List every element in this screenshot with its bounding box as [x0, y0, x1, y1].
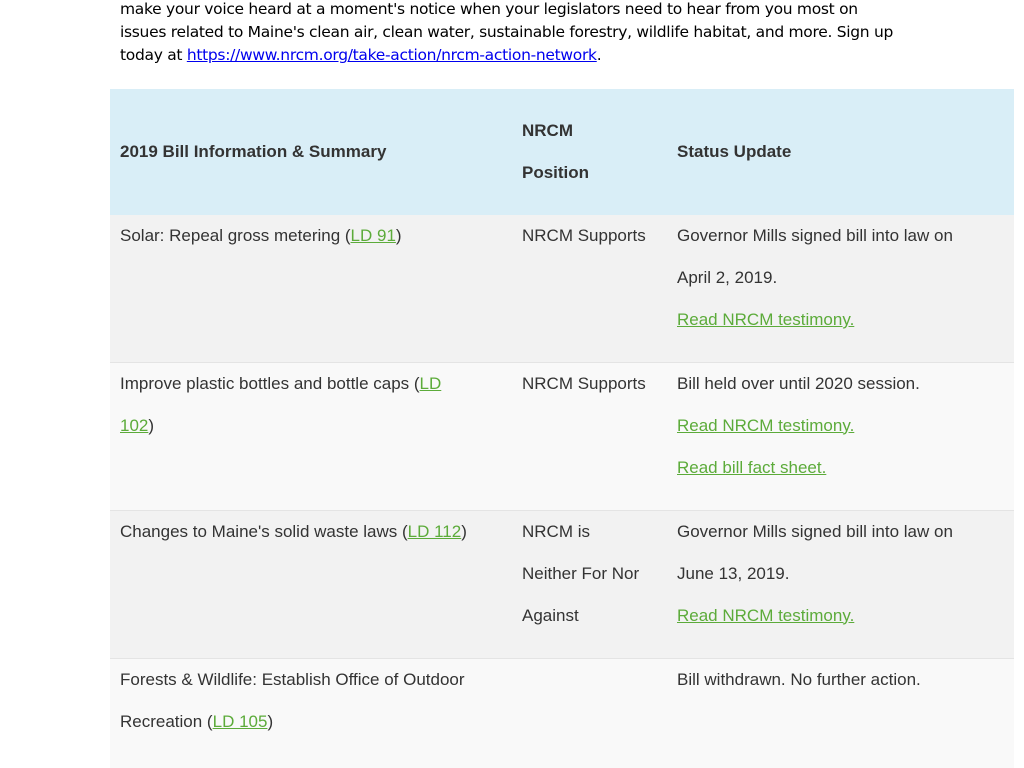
testimony-link[interactable]: Read NRCM testimony.	[677, 310, 855, 329]
position-cell	[512, 510, 667, 658]
fact-sheet-link[interactable]: Read bill fact sheet.	[677, 457, 827, 477]
bill-link-ld105[interactable]: LD 105	[212, 711, 268, 731]
table-row	[110, 658, 1014, 768]
bill-prefix: Recreation (	[120, 711, 213, 731]
status-cell	[667, 362, 1014, 510]
intro-paragraph	[120, 0, 920, 67]
header-position	[512, 89, 667, 215]
position-line-2: Neither For Nor	[522, 563, 640, 583]
header-position-line-1: NRCM	[522, 121, 573, 140]
bill-prefix: Changes to Maine's solid waste laws (	[120, 521, 408, 541]
table-row	[110, 215, 1014, 362]
table-row	[110, 510, 1014, 658]
intro-line-3-prefix: today at	[120, 46, 187, 64]
status-text-line-1: Governor Mills signed bill into law on	[677, 521, 953, 541]
position-cell	[512, 658, 667, 768]
bill-suffix: )	[267, 711, 274, 731]
position-cell: NRCM Supports	[522, 226, 646, 245]
bill-suffix: )	[461, 521, 467, 541]
bill-suffix: )	[148, 415, 155, 435]
position-cell: NRCM Supports	[522, 373, 646, 393]
status-cell	[667, 510, 1014, 658]
bill-link-ld112[interactable]: LD 112	[407, 521, 462, 541]
bill-link-ld102-part2[interactable]: 102	[120, 415, 149, 435]
table-row	[110, 362, 1014, 510]
intro-line-2: issues related to Maine's clean air, clean water, sustainable forestry, wildlife habitat, and more. Sign up	[120, 23, 894, 41]
intro-line-3-suffix: .	[596, 46, 602, 64]
bill-link-ld91[interactable]: LD 91	[350, 226, 396, 245]
testimony-link[interactable]: Read NRCM testimony.	[677, 415, 855, 435]
bill-prefix: Improve plastic bottles and bottle caps (	[120, 373, 420, 393]
status-cell	[667, 658, 1014, 768]
testimony-link[interactable]: Read NRCM testimony.	[677, 605, 855, 625]
action-network-link[interactable]: https://www.nrcm.org/take-action/nrcm-action-network	[186, 46, 597, 64]
table-header-row	[110, 89, 1014, 215]
header-bill-info: 2019 Bill Information & Summary	[120, 142, 387, 161]
status-cell	[667, 215, 1014, 362]
bill-cell	[110, 362, 512, 510]
position-line-1: NRCM is	[522, 521, 590, 541]
intro-line-3	[120, 44, 920, 67]
bill-suffix: )	[395, 226, 402, 245]
bill-cell	[110, 658, 512, 768]
status-text-line-2: June 13, 2019.	[677, 563, 790, 583]
header-position-line-2: Position	[522, 163, 590, 182]
bill-cell	[110, 510, 512, 658]
position-line-3: Against	[522, 605, 579, 625]
bill-line-1: Forests & Wildlife: Establish Office of Outdoor	[120, 669, 465, 689]
status-text-line-1: Bill held over until 2020 session.	[677, 373, 920, 393]
bill-table	[110, 89, 1014, 768]
status-text-line-1: Governor Mills signed bill into law on	[677, 226, 953, 245]
status-text-line-1: Bill withdrawn. No further action.	[677, 669, 921, 689]
bill-link-ld102-part1[interactable]: LD	[419, 373, 442, 393]
bill-prefix: Solar: Repeal gross metering (	[120, 226, 351, 245]
bill-cell	[110, 215, 512, 362]
header-status: Status Update	[677, 142, 792, 161]
intro-line-1: make your voice heard at a moment's notice when your legislators need to hear from you most on	[120, 0, 858, 18]
status-text-line-2: April 2, 2019.	[677, 268, 778, 287]
